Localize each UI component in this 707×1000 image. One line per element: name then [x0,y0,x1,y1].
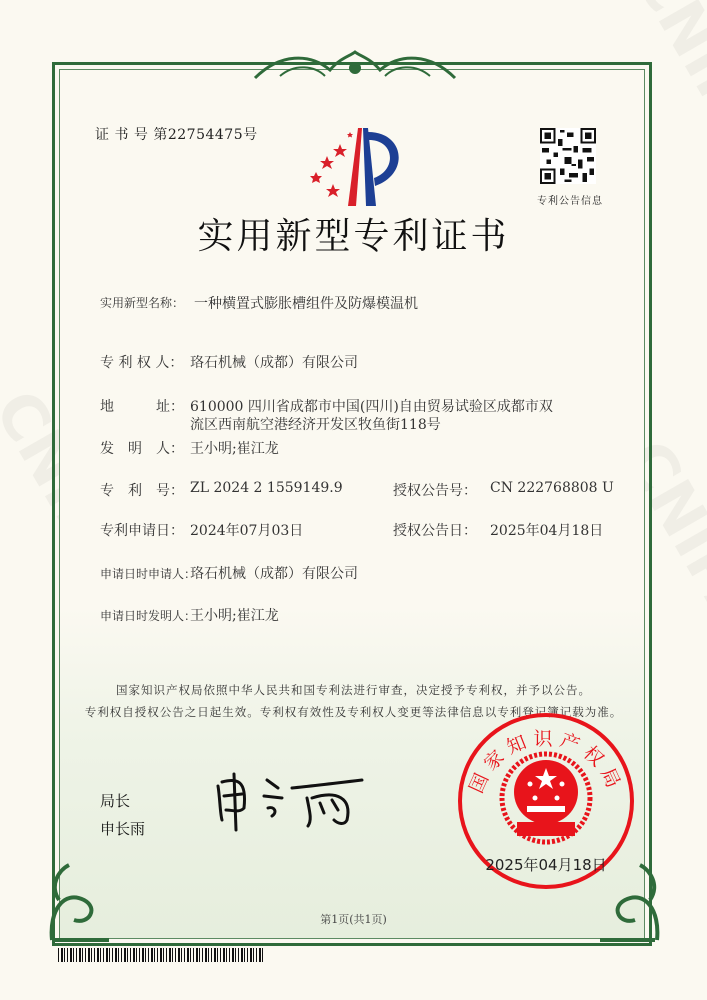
field-label-patentee: 专 利 权 人： [100,355,184,371]
field-value-inventor-at-filing: 王小明;崔江龙 [190,608,279,624]
field-label-grant-pub-date: 授权公告日： [393,523,477,539]
qr-code[interactable] [540,128,596,184]
field-value-name: 一种横置式膨胀槽组件及防爆模温机 [194,296,418,312]
document-title: 实用新型专利证书 [197,216,510,257]
field-label-inventor: 发 明 人： [100,441,184,457]
field-value-patentee: 珞石机械（成都）有限公司 [190,355,358,371]
certificate-number: 证 书 号 第22754475号 [95,127,258,143]
page-footer: 第1页(共1页) [320,913,387,926]
field-label-inventor-at-filing: 申请日时发明人： [100,609,197,623]
field-value-patent-no: ZL 2024 2 1559149.9 [190,480,343,496]
field-value-address-line1: 610000 四川省成都市中国(四川)自由贸易试验区成都市双 [190,399,553,415]
seal-text: 国家知识产权局 [465,727,627,797]
field-label-grant-pub-no: 授权公告号： [393,483,477,499]
field-value-address-line2: 流区西南航空港经济开发区牧鱼街118号 [190,417,441,433]
field-label-address: 地 址： [100,399,184,415]
field-value-inventor: 王小明;崔江龙 [190,441,279,457]
field-value-grant-pub-no: CN 222768808 U [490,480,614,496]
barcode [58,948,263,962]
director-signature [212,768,372,840]
qr-caption: 专利公告信息 [537,196,603,207]
corner-ornament-left [44,860,114,945]
field-label-applicant-at-filing: 申请日时申请人： [100,567,197,581]
statement-line-2: 专利权自授权公告之日起生效。专利权有效性及专利权人变更等法律信息以专利登记簿记载为准。 [84,705,623,719]
field-label-patent-no: 专 利 号： [100,483,184,499]
statement-line-1: 国家知识产权局依照中华人民共和国专利法进行审查，决定授予专利权，并予以公告。 [116,683,591,697]
cnipa-logo [300,124,415,209]
field-value-filing-date: 2024年07月03日 [190,523,304,539]
official-seal [455,710,637,892]
field-value-applicant-at-filing: 珞石机械（成都）有限公司 [190,566,358,582]
top-ornament [250,48,460,84]
field-label-name: 实用新型名称： [100,296,185,310]
director-title: 局长 [100,792,131,810]
director-name: 申长雨 [100,820,146,838]
field-label-filing-date: 专利申请日： [100,523,184,539]
seal-date: 2025年04月18日 [485,856,607,874]
field-value-grant-pub-date: 2025年04月18日 [490,523,604,539]
